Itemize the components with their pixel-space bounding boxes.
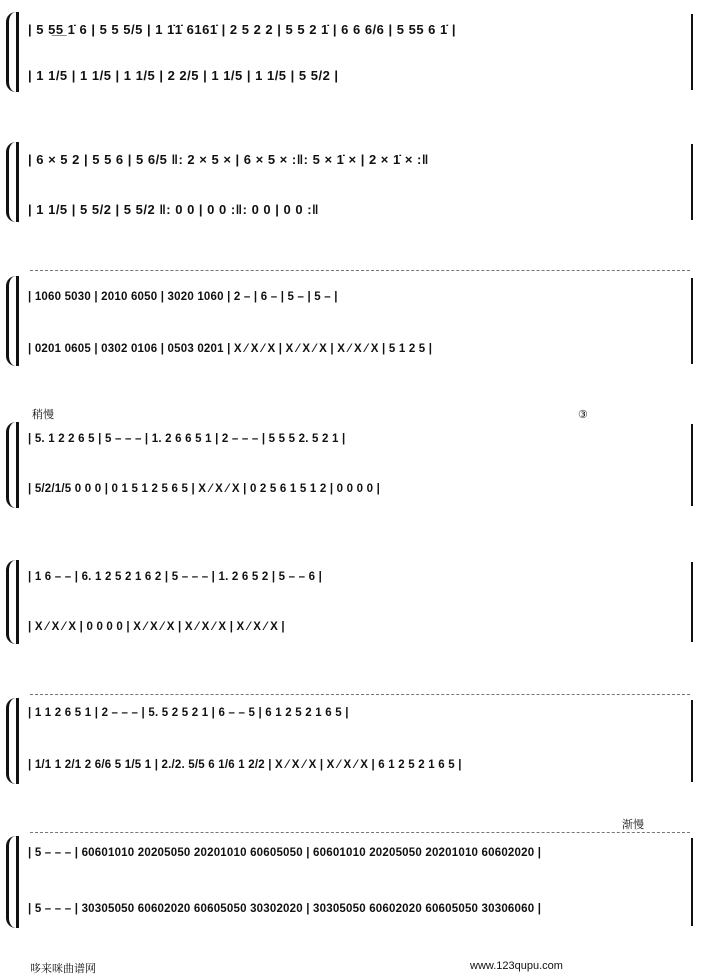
- tempo-marking-slightly-slower: 稍慢: [32, 409, 54, 421]
- lower-staff-line: | 1 1/5 | 5 5/2 | 5 5/2 ‖: 0 0 | 0 0 :‖: 0 0 | 0 0 :‖: [28, 201, 320, 217]
- end-barline: [691, 562, 693, 642]
- end-barline: [691, 838, 693, 926]
- system-bracket: [16, 12, 19, 92]
- system-bracket: [16, 142, 19, 222]
- score-system-6: [0, 686, 703, 786]
- system-bracket: [16, 560, 19, 644]
- lower-staff-line: | X ⁄ X ⁄ X | 0 0 0 0 | X ⁄ X ⁄ X | X ⁄ X ⁄ X | X ⁄ X ⁄ X |: [28, 621, 285, 633]
- score-system-3: [0, 262, 703, 372]
- tempo-marking-gradually-slower: 渐慢: [622, 819, 644, 831]
- upper-staff-line: | 5 5̲5̲ 1̇ 6 | 5 5 5/5 | 1 1̇1̇ 6161̇ | 2 5 2 2 | 5 5 2 1̇ | 6 6 6/6 | 5 55 6 1̇ |: [28, 21, 456, 37]
- score-system-7: [0, 812, 703, 932]
- lower-staff-line: | 1/1 1 2/1 2 6/6 5 1/5 1 | 2./2. 5/5 6 1/6 1 2/2 | X ⁄ X ⁄ X | X ⁄ X ⁄ X | 6 1 2 5 2 1 6 5 |: [28, 759, 462, 771]
- upper-staff-line: | 6 × 5 2 | 5 5 6 | 5 6/5 ‖: 2 × 5 × | 6 × 5 × :‖: 5 × 1̇ × | 2 × 1̇ × :‖: [28, 151, 429, 167]
- lower-staff-line: | 1 1/5 | 1 1/5 | 1 1/5 | 2 2/5 | 1 1/5 | 1 1/5 | 5 5/2 |: [28, 67, 339, 83]
- lower-staff-line: | 5/2/1/5 0 0 0 | 0 1 5 1 2 5 6 5 | X ⁄ X ⁄ X | 0 2 5 6 1 5 1 2 | 0 0 0 0 |: [28, 483, 381, 495]
- upper-staff-line: | 1 1 2 6 5 1 | 2 – – – | 5. 5 2 5 2 1 | 6 – – 5 | 6 1 2 5 2 1 6 5 |: [28, 707, 349, 719]
- system-bracket: [16, 422, 19, 508]
- system-bracket: [16, 276, 19, 366]
- score-system-1: [0, 8, 703, 98]
- lower-staff-line: | 5 – – – | 30305050 60602020 60605050 30302020 | 30305050 60602020 60605050 30306060 |: [28, 903, 542, 915]
- system-bracket: [16, 698, 19, 784]
- end-barline: [691, 14, 693, 90]
- end-barline: [691, 278, 693, 364]
- upper-staff-line: | 1060 5030 | 2010 6050 | 3020 1060 | 2 – | 6 – | 5 – | 5 – |: [28, 291, 338, 303]
- score-system-5: [0, 546, 703, 646]
- string-number-marking: ③: [578, 409, 588, 421]
- footer-site-url: www.123qupu.com: [470, 960, 563, 972]
- end-barline: [691, 144, 693, 220]
- footer-site-name: 哆来咪曲谱网: [30, 963, 96, 975]
- upper-dot-line: [30, 832, 690, 833]
- lower-staff-line: | 0201 0605 | 0302 0106 | 0503 0201 | X ⁄ X ⁄ X | X ⁄ X ⁄ X | X ⁄ X ⁄ X | 5 1 2 5 |: [28, 343, 433, 355]
- upper-staff-line: | 5. 1 2 2 6 5 | 5 – – – | 1. 2 6 6 5 1 | 2 – – – | 5 5 5 2. 5 2 1 |: [28, 433, 346, 445]
- end-barline: [691, 424, 693, 506]
- upper-dot-line: [30, 694, 690, 695]
- upper-staff-line: | 5 – – – | 60601010 20205050 20201010 60605050 | 60601010 20205050 20201010 60602020 |: [28, 847, 542, 859]
- upper-staff-line: | 1 6 – – | 6. 1 2 5 2 1 6 2 | 5 – – – | 1. 2 6 5 2 | 5 – – 6 |: [28, 571, 323, 583]
- score-system-4: [0, 402, 703, 512]
- upper-dot-line: [30, 270, 690, 271]
- system-bracket: [16, 836, 19, 928]
- score-system-2: [0, 138, 703, 228]
- end-barline: [691, 700, 693, 782]
